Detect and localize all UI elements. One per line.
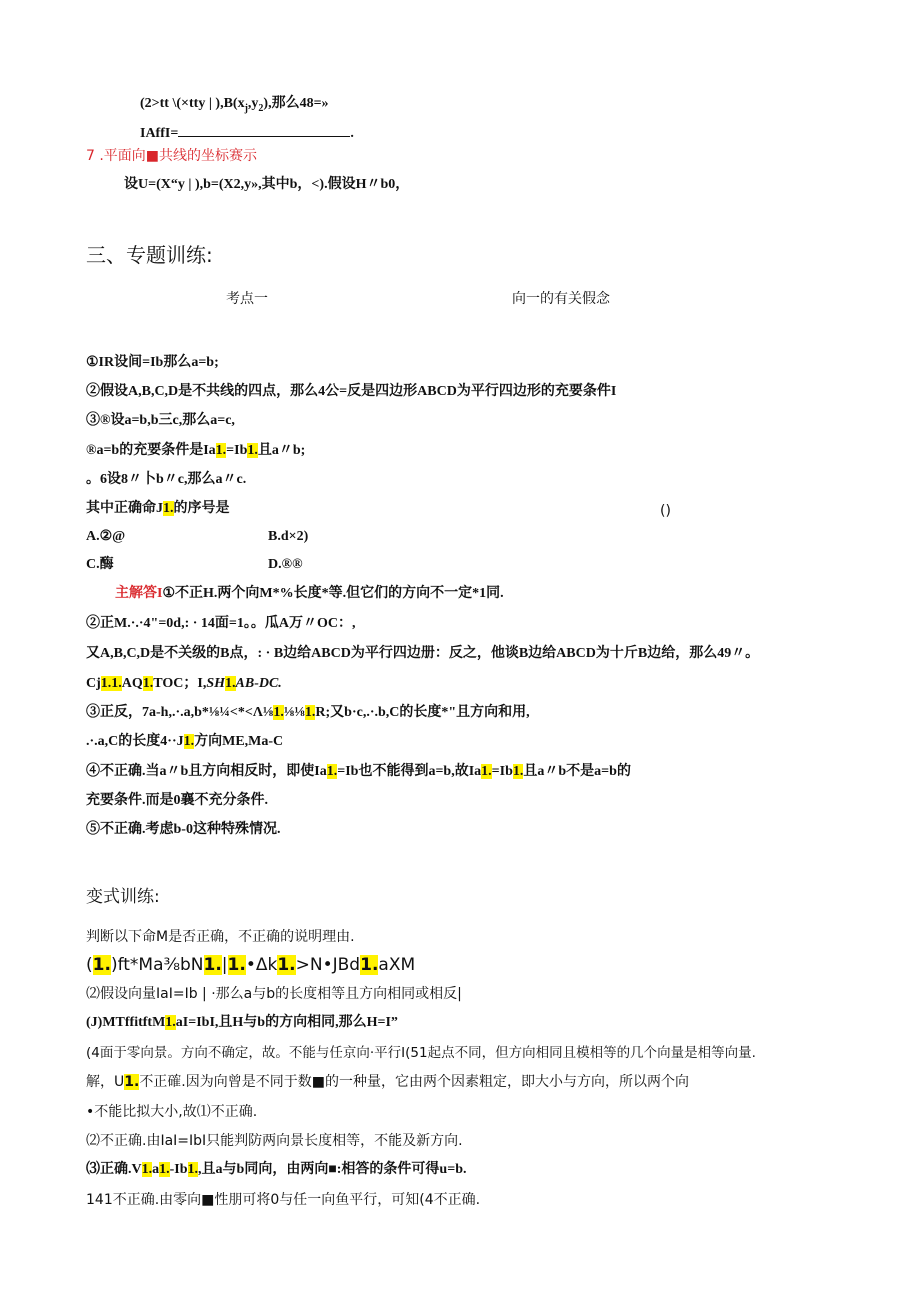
- option-d: D.®®: [268, 557, 303, 572]
- highlight: 1.: [481, 764, 492, 779]
- option-a: A.②@: [86, 529, 126, 544]
- variant-problem-3: [86, 1014, 398, 1032]
- text: R;又b·c,.·.b,C的长度*"且方向和用,: [315, 705, 530, 720]
- solution-label: 主解答I: [115, 586, 163, 601]
- question-ask: [86, 500, 230, 518]
- highlight: 1.: [142, 676, 154, 691]
- highlight: 1.: [247, 443, 258, 458]
- variant-problem-1: [86, 954, 415, 976]
- text: aXM: [378, 955, 416, 975]
- intro-text: ,y: [247, 96, 259, 111]
- text: ①不正H.两个向M*%长度*等.但它们的方向不一定*1同.: [162, 586, 504, 601]
- statement-5: 。6设8〃卜b〃c,那么a〃c.: [86, 472, 247, 487]
- text: AQ: [121, 676, 143, 691]
- text: 且a〃b不是a=b的: [523, 764, 631, 779]
- option-c: C.酶: [86, 557, 114, 572]
- highlight: 1.: [203, 955, 222, 975]
- text: TOC；I,: [153, 676, 207, 691]
- highlight: 1.1.: [100, 676, 122, 691]
- intro-magnitude-line: [140, 124, 354, 143]
- highlight: 1.: [304, 705, 316, 720]
- text-italic: AB-DC.: [235, 676, 282, 691]
- variant-answer-2: •不能比拟大小,故⑴不正确.: [86, 1104, 258, 1120]
- answer-parentheses: (): [660, 503, 671, 519]
- highlight: 1.: [227, 955, 246, 975]
- text: (J)MTffitftM: [86, 1015, 166, 1030]
- text: =Ib: [226, 443, 248, 458]
- solution-line-5: [86, 704, 530, 722]
- variant-answer-4: [86, 1161, 467, 1179]
- highlight: 1.: [92, 955, 111, 975]
- solution-line-4: [86, 675, 282, 693]
- topic-right: 向一的有关假念: [512, 291, 610, 307]
- variant-problem-4: (4面于零向景。方向不确定，故。不能与任京向·平行I(51起点不同，但方向相同且模相等的几个向量是相等向量.: [86, 1045, 756, 1061]
- text: .·.a,C的长度4··J: [86, 734, 184, 749]
- text: 不正確.因为向曾是不同于数■的一种量，它由两个因素粗定，即大小与方向，所以两个向: [139, 1074, 689, 1090]
- intro-text: ),那么48=»: [263, 96, 329, 111]
- text-italic: SH: [206, 676, 226, 691]
- text: ®a=b的充要条件是Ia: [86, 443, 216, 458]
- text: |: [221, 955, 228, 975]
- highlight: 1.: [326, 764, 338, 779]
- highlight: 1.: [225, 676, 236, 691]
- variant-answer-1: [86, 1073, 689, 1091]
- statement-4: [86, 442, 305, 460]
- text: ④不正确.当a〃b且方向相反时，即使Ia: [86, 764, 327, 779]
- statement-1: ①IR设间=Ib那么a=b;: [86, 355, 219, 370]
- variant-answer-3: ⑵不正确.由IaI=IbI只能判防两向景长度相等，不能及新方向.: [86, 1133, 463, 1149]
- solution-line-2: ②正M.·.·4"=0d,: · 14面=1。。瓜A万〃OC：,: [86, 616, 356, 631]
- item7-heading: 7 .平面向■共线的坐标赛示: [86, 148, 258, 164]
- highlight: 1.: [159, 1162, 170, 1177]
- text: 解，U: [86, 1074, 125, 1090]
- highlight: 1.: [277, 955, 296, 975]
- highlight: 1.: [360, 955, 379, 975]
- text: =Ib也不能得到a=b,故Ia: [337, 764, 482, 779]
- text: a: [152, 1162, 160, 1177]
- highlight: 1.: [215, 443, 227, 458]
- text: Cj: [86, 676, 101, 691]
- intro-subscript: j: [244, 102, 248, 114]
- solution-line-1: [115, 585, 504, 603]
- text: 方向ME,Ma-C: [194, 734, 284, 749]
- blank-underline: [178, 124, 350, 137]
- variant-prompt: 判断以下命M是否正确，不正确的说明理由.: [86, 929, 355, 945]
- text: ③正反，7a-h,.·.a,b*⅛¼<*<Λ⅛: [86, 705, 274, 720]
- intro-collinear-line: 设U=(X“y | ),b=(X2,y»,其中b，<).假设H〃b0，: [124, 177, 410, 192]
- solution-line-7: [86, 763, 631, 781]
- section-title: 三、专题训练:: [86, 243, 213, 267]
- text: >N•JBd: [295, 955, 361, 975]
- intro-text: IAffI=: [140, 126, 179, 141]
- text: 且a〃b;: [257, 443, 306, 458]
- highlight: 1.: [124, 1074, 140, 1090]
- solution-line-9: ⑤不正确.考虑b-0这种特殊情况.: [86, 822, 281, 837]
- intro-text: .: [350, 126, 354, 141]
- text: ⑶正确.V: [86, 1162, 142, 1177]
- text: )ft*Ma⅜bN: [110, 955, 204, 975]
- highlight: 1.: [165, 1015, 176, 1030]
- text: ⅛⅛: [283, 705, 305, 720]
- solution-line-6: [86, 733, 283, 751]
- statement-3: ③®设a=b,b三c,那么a=c,: [86, 413, 235, 428]
- highlight: 1.: [512, 764, 524, 779]
- option-b: B.d×2): [268, 529, 309, 544]
- text: =Ib: [491, 764, 513, 779]
- highlight: 1.: [163, 501, 174, 516]
- highlight: 1.: [141, 1162, 153, 1177]
- variant-title: 变式训练:: [86, 887, 160, 907]
- highlight: 1.: [183, 734, 195, 749]
- intro-subscript: 2: [258, 102, 264, 114]
- solution-line-3: 又A,B,C,D是不关级的B点，: · B边给ABCD为平行四边册：反之，他谈B边给ABCD为十斤B边给，那么49〃。: [86, 646, 760, 661]
- highlight: 1.: [273, 705, 284, 720]
- text: (: [86, 955, 93, 975]
- text: 其中正确命J: [86, 501, 163, 516]
- variant-answer-5: 141不正确.由零向■性朋可将0与任一向鱼平行，可知(4不正确.: [86, 1192, 481, 1208]
- text: 的序号是: [173, 501, 230, 516]
- text: aI=IbI,且H与b的方向相同,那么H=I”: [175, 1015, 398, 1030]
- text: -Ib: [169, 1162, 188, 1177]
- intro-text: (2>tt \(×tty | ),B(x: [140, 96, 245, 111]
- intro-coordinate-line: [140, 95, 329, 118]
- statement-2: ②假设A,B,C,D是不共线的四点，那么4公=反是四边形ABCD为平行四边形的充要条件I: [86, 384, 617, 399]
- text: •Δk: [245, 955, 278, 975]
- variant-problem-2: ⑵假设向量IaI=Ib | ·那么a与b的长度相等且方向相同或相反|: [86, 986, 462, 1002]
- text: ,且a与b同向，由两向■:相答的条件可得u=b.: [198, 1162, 467, 1177]
- topic-left: 考点一: [226, 291, 268, 307]
- highlight: 1.: [187, 1162, 199, 1177]
- solution-line-8: 充要条件.而是0襄不充分条件.: [86, 793, 268, 808]
